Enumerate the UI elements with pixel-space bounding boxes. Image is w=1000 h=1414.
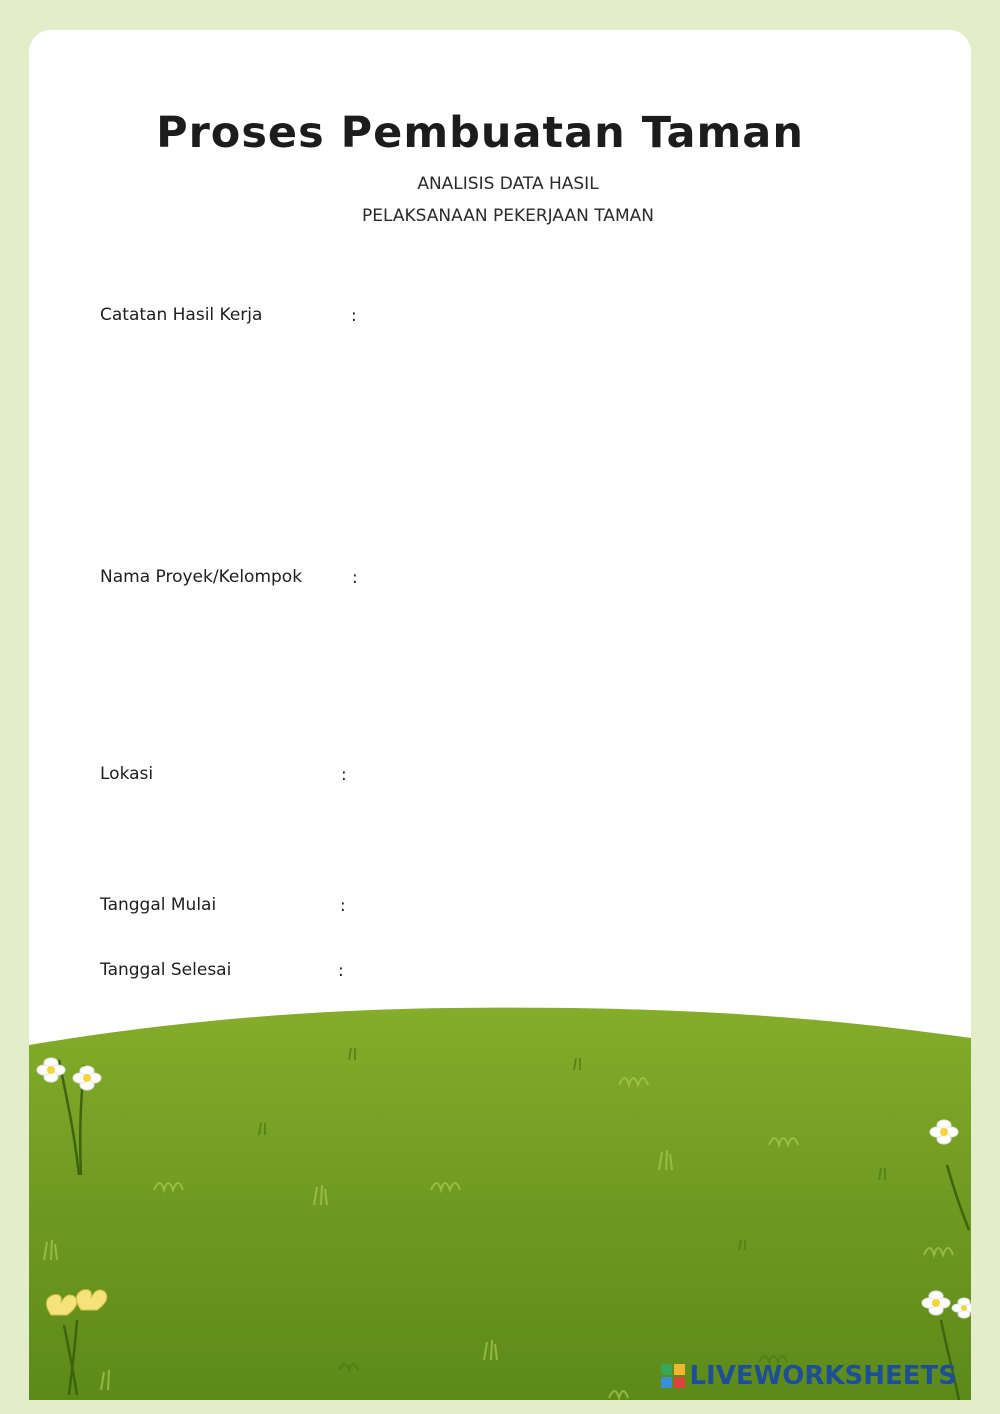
field-colon: : bbox=[351, 306, 357, 326]
field-colon: : bbox=[352, 568, 358, 588]
field-label-lokasi: Lokasi bbox=[100, 764, 154, 784]
field-colon: : bbox=[340, 896, 346, 916]
subtitle-line-2: PELAKSANAAN PEKERJAAN TAMAN bbox=[362, 206, 654, 226]
subtitle-line-1: ANALISIS DATA HASIL bbox=[417, 174, 599, 194]
field-label-tanggal-selesai: Tanggal Selesai bbox=[100, 960, 232, 980]
field-colon: : bbox=[338, 961, 344, 981]
field-label-tanggal-mulai: Tanggal Mulai bbox=[100, 895, 217, 915]
worksheet-page bbox=[29, 30, 971, 1400]
field-label-catatan-hasil-kerja: Catatan Hasil Kerja bbox=[100, 305, 263, 325]
liveworksheets-logo-icon bbox=[661, 1364, 685, 1388]
field-label-nama-proyek: Nama Proyek/Kelompok bbox=[100, 567, 303, 587]
grass-hill-illustration bbox=[29, 990, 971, 1400]
page-title: Proses Pembuatan Taman bbox=[156, 108, 804, 158]
liveworksheets-watermark bbox=[661, 1362, 957, 1390]
watermark-text: LIVEWORKSHEETS bbox=[689, 1361, 957, 1391]
field-colon: : bbox=[341, 765, 347, 785]
